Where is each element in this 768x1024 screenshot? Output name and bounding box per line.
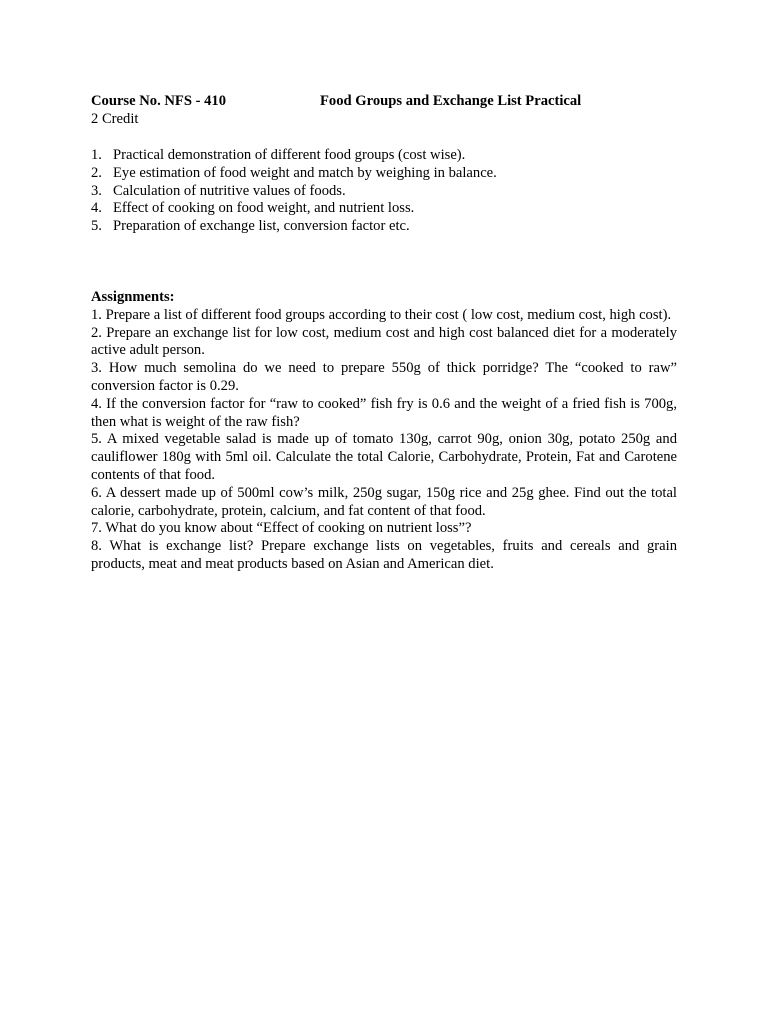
course-number: Course No. NFS - 410 bbox=[91, 93, 226, 109]
practical-number: 5. bbox=[91, 218, 102, 235]
credit-label: 2 Credit bbox=[91, 111, 139, 127]
assignment-item: 8. What is exchange list? Prepare exchange lists on vegetables, fruits and cereals and grain products, meat and meat products based on Asian and American diet. bbox=[91, 538, 677, 572]
practical-text: Effect of cooking on food weight, and nutrient loss. bbox=[113, 200, 415, 217]
practical-item bbox=[91, 147, 497, 165]
practical-list bbox=[91, 147, 497, 236]
practical-number: 1. bbox=[91, 147, 102, 163]
document-header bbox=[91, 93, 691, 129]
practical-number: 3. bbox=[91, 182, 102, 199]
assignment-item: 1. Prepare a list of different food groups according to their cost ( low cost, medium cost, high cost). bbox=[91, 306, 672, 323]
practical-text: Calculation of nutritive values of foods. bbox=[113, 182, 346, 199]
document-title: Food Groups and Exchange List Practical bbox=[320, 93, 582, 109]
practical-item bbox=[91, 183, 497, 201]
practical-item bbox=[91, 165, 497, 183]
header-row bbox=[91, 93, 691, 111]
assignment-item: 6. A dessert made up of 500ml cow’s milk, 250g sugar, 150g rice and 25g ghee. Find out the total calorie, carbohydrate, protein, calcium, and fat content of that food. bbox=[91, 484, 677, 519]
assignment-item: 3. How much semolina do we need to prepare 550g of thick porridge? The “cooked to raw” conversion factor is 0.29. bbox=[91, 360, 677, 394]
assignments-heading: Assignments: bbox=[91, 289, 175, 305]
assignment-item: 7. What do you know about “Effect of cooking on nutrient loss”? bbox=[91, 520, 472, 537]
practical-text: Eye estimation of food weight and match by weighing in balance. bbox=[113, 164, 497, 181]
assignment-item: 4. If the conversion factor for “raw to cooked” fish fry is 0.6 and the weight of a fried fish is 700g, then what is weight of the raw fish? bbox=[91, 395, 677, 430]
assignment-item: 2. Prepare an exchange list for low cost, medium cost and high cost balanced diet for a moderately active adult person. bbox=[91, 324, 677, 359]
practical-item bbox=[91, 200, 497, 218]
practical-number: 2. bbox=[91, 164, 102, 181]
assignments-section bbox=[91, 289, 677, 574]
practical-item bbox=[91, 218, 497, 236]
practical-text: Preparation of exchange list, conversion factor etc. bbox=[113, 218, 410, 235]
practical-number: 4. bbox=[91, 200, 102, 217]
assignment-item: 5. A mixed vegetable salad is made up of tomato 130g, carrot 90g, onion 30g, potato 250g and cauliflower 180g with 5ml oil. Calculate the total Calorie, Carbohydrate, Protein, Fat and Carotene contents of that food. bbox=[91, 431, 677, 483]
practical-text: Practical demonstration of different food groups (cost wise). bbox=[113, 147, 466, 163]
